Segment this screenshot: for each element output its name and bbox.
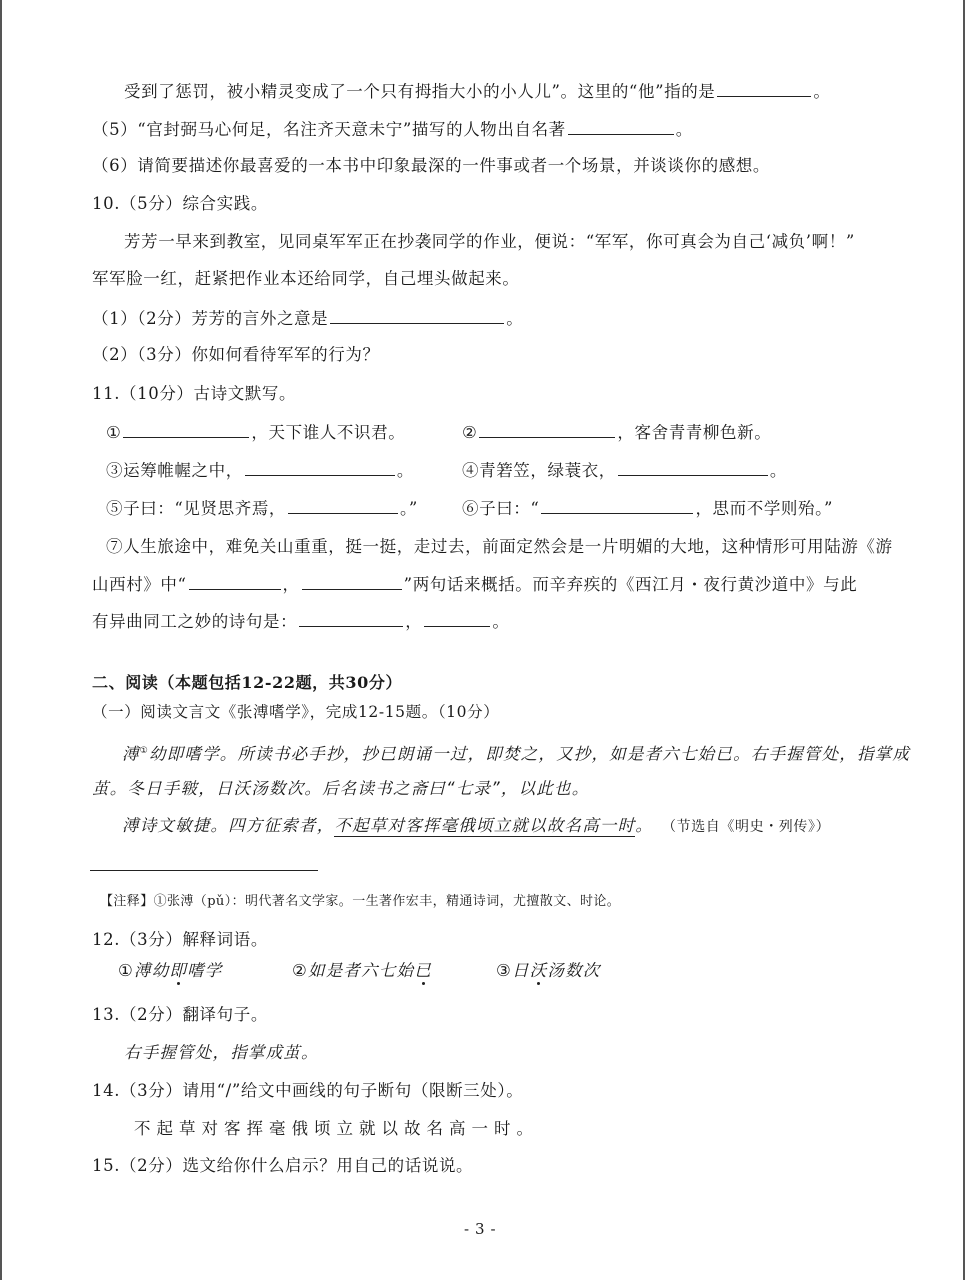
q13-title: 13.（2分）翻译句子。 bbox=[92, 1005, 268, 1024]
q13-sentence: 右手握管处，指掌成茧。 bbox=[124, 1043, 319, 1062]
q12-word-1: ①溥幼即嗜学 bbox=[118, 961, 223, 980]
q10-paragraph-2: 军军脸一红，赶紧把作业本还给同学，自己埋头做起来。 bbox=[92, 269, 520, 288]
q14-title: 14.（3分）请用“/”给文中画线的句子断句（限断三处）。 bbox=[92, 1081, 524, 1100]
page-number: - 3 - bbox=[464, 1220, 497, 1238]
q10-sub2: （2）（3分）你如何看待军军的行为？ bbox=[92, 345, 380, 364]
section-subheading: （一）阅读文言文《张溥嗜学》，完成12-15题。（10分） bbox=[92, 703, 500, 721]
footnote: 【注释】①张溥（pǔ）：明代著名文学家。一生著作宏丰，精通诗词，尤擅散文、时论。 bbox=[100, 894, 621, 909]
q11-title: 11.（10分）古诗文默写。 bbox=[92, 384, 297, 403]
underlined-sentence: 不起草对客挥毫俄顷立就以故名高一时 bbox=[334, 816, 636, 835]
passage-paragraph-1: 溥①幼即嗜学。所读书必手抄，抄已朗诵一过，即焚之，又抄，如是者六七始已。右手握管处，指掌成 bbox=[122, 744, 911, 764]
q11-item7-line2: 山西村》中“ ， ”两句话来概括。而辛弃疾的《西江月・夜行黄沙道中》与此 bbox=[92, 575, 858, 594]
passage-source: （节选自《明史・列传》） bbox=[662, 819, 831, 835]
q15-title: 15.（2分）选文给你什么启示？用自己的话说说。 bbox=[92, 1156, 474, 1175]
q12-title: 12.（3分）解释词语。 bbox=[92, 930, 268, 949]
footnote-separator bbox=[90, 870, 318, 871]
q10-title: 10.（5分）综合实践。 bbox=[92, 194, 268, 213]
answer-blank[interactable] bbox=[424, 610, 490, 627]
q9-item5: （5）“官封弼马心何足，名注齐天意未宁”描写的人物出自名著 。 bbox=[92, 120, 693, 139]
section-heading: 二、阅读（本题包括12-22题，共30分） bbox=[92, 673, 403, 692]
answer-blank[interactable] bbox=[288, 497, 398, 514]
q12-word-3: ③日沃汤数次 bbox=[496, 961, 601, 980]
answer-blank[interactable] bbox=[618, 459, 768, 476]
answer-blank[interactable] bbox=[717, 80, 811, 97]
q9-item6: （6）请简要描述你最喜爱的一本书中印象最深的一件事或者一个场景，并谈谈你的感想。 bbox=[92, 156, 770, 175]
passage-paragraph-3: 溥诗文敏捷。四方征索者，不起草对客挥毫俄顷立就以故名高一时。 bbox=[122, 816, 654, 835]
answer-blank[interactable] bbox=[568, 118, 674, 135]
q11-item3: ③运筹帷幄之中， 。 bbox=[106, 461, 414, 480]
answer-blank[interactable] bbox=[189, 573, 281, 590]
passage-paragraph-2: 茧。冬日手皲，日沃汤数次。后名读书之斋曰“七录”，以此也。 bbox=[92, 779, 590, 798]
answer-blank[interactable] bbox=[302, 573, 402, 590]
q11-item5: ⑤子曰：“见贤思齐焉， 。” bbox=[106, 499, 418, 518]
q11-item4: ④青箬笠，绿蓑衣， 。 bbox=[462, 461, 788, 480]
q11-item2: ② ，客舍青青柳色新。 bbox=[462, 423, 772, 442]
q9-line4: 受到了惩罚，被小精灵变成了一个只有拇指大小的小人儿”。这里的“他”指的是 。 bbox=[124, 82, 831, 101]
q10-sub1: （1）（2分）芳芳的言外之意是 。 bbox=[92, 309, 524, 328]
answer-blank[interactable] bbox=[123, 421, 249, 438]
q12-word-2: ②如是者六七始已 bbox=[292, 961, 432, 980]
answer-blank[interactable] bbox=[541, 497, 693, 514]
answer-blank[interactable] bbox=[330, 307, 504, 324]
q10-paragraph-1: 芳芳一早来到教室，见同桌军军正在抄袭同学的作业，便说：“军军，你可真会为自己‘减负’啊！” bbox=[124, 232, 855, 251]
q11-item6: ⑥子曰：“ ，思而不学则殆。” bbox=[462, 499, 834, 518]
q11-item7-line3: 有异曲同工之妙的诗句是： ， 。 bbox=[92, 612, 510, 631]
answer-blank[interactable] bbox=[479, 421, 615, 438]
answer-blank[interactable] bbox=[299, 610, 403, 627]
q11-item7-line1: ⑦人生旅途中，难免关山重重，挺一挺，走过去，前面定然会是一片明媚的大地，这种情形可用陆游《游 bbox=[106, 537, 893, 556]
answer-blank[interactable] bbox=[245, 459, 395, 476]
q11-item1: ① ，天下谁人不识君。 bbox=[106, 423, 406, 442]
q14-sentence: 不起草对客挥毫俄顷立就以故名高一时。 bbox=[134, 1119, 539, 1138]
